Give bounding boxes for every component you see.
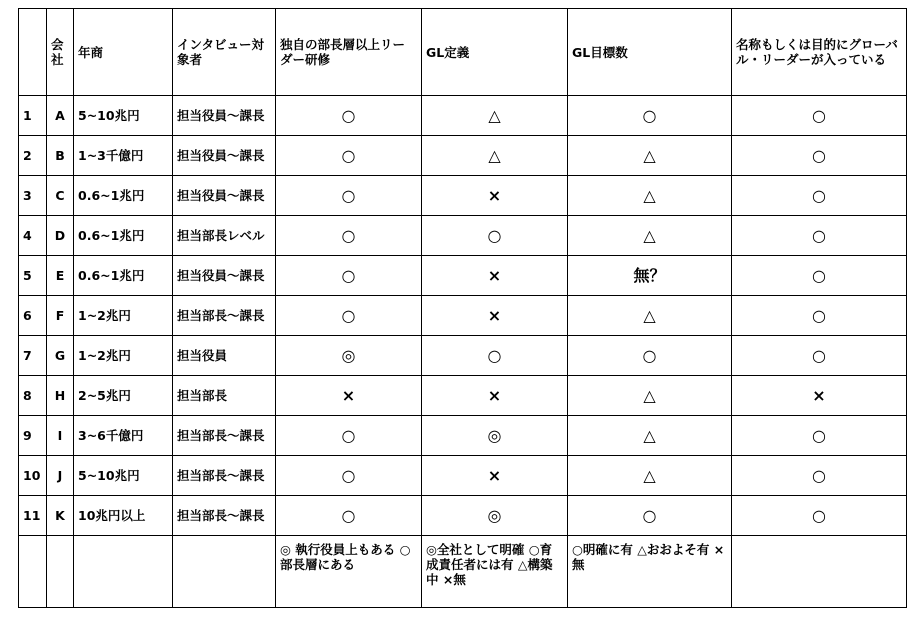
interviewee-cell: 担当部長～課長 [173,296,276,336]
training-cell: ○ [276,416,422,456]
gl-definition-cell: × [422,176,568,216]
table-row [19,376,907,416]
row-number: 5 [19,256,47,296]
row-number: 8 [19,376,47,416]
table-row [19,336,907,376]
revenue-cell: 1~2兆円 [74,296,173,336]
gl-name-cell: × [732,376,907,416]
header-cell: 会社 [47,9,74,96]
survey-table [18,8,907,608]
gl-name-cell: ○ [732,416,907,456]
legend-empty [173,536,276,608]
training-cell: ○ [276,456,422,496]
interviewee-cell: 担当役員～課長 [173,256,276,296]
revenue-cell: 0.6~1兆円 [74,256,173,296]
gl-name-cell: ○ [732,336,907,376]
row-number: 2 [19,136,47,176]
interviewee-cell: 担当役員～課長 [173,96,276,136]
table-row [19,96,907,136]
gl-name-cell: ○ [732,256,907,296]
table-row [19,296,907,336]
gl-definition-cell: × [422,376,568,416]
row-number: 11 [19,496,47,536]
training-cell: ○ [276,296,422,336]
company-cell: H [47,376,74,416]
gl-name-cell: ○ [732,136,907,176]
training-cell: × [276,376,422,416]
gl-target-cell: 無？ [568,256,732,296]
company-cell: K [47,496,74,536]
header-cell: 年商 [74,9,173,96]
interviewee-cell: 担当部長 [173,376,276,416]
gl-name-cell: ○ [732,96,907,136]
gl-target-cell: △ [568,456,732,496]
company-cell: F [47,296,74,336]
legend-empty [19,536,47,608]
gl-target-cell: ○ [568,496,732,536]
training-cell: ◎ [276,336,422,376]
gl-target-cell: ○ [568,96,732,136]
gl-target-cell: △ [568,176,732,216]
interviewee-cell: 担当役員～課長 [173,176,276,216]
interviewee-cell: 担当役員～課長 [173,136,276,176]
gl-name-cell: ○ [732,296,907,336]
header-cell: インタビュー対象者 [173,9,276,96]
gl-target-cell: △ [568,376,732,416]
company-cell: J [47,456,74,496]
gl-target-cell: ○ [568,336,732,376]
company-cell: G [47,336,74,376]
header-row [19,9,907,96]
gl-definition-cell: △ [422,96,568,136]
revenue-cell: 0.6~1兆円 [74,216,173,256]
gl-target-cell: △ [568,416,732,456]
table-row [19,216,907,256]
row-number: 9 [19,416,47,456]
table-row [19,176,907,216]
gl-definition-cell: × [422,256,568,296]
revenue-cell: 2~5兆円 [74,376,173,416]
gl-definition-cell: ◎ [422,496,568,536]
header-cell [19,9,47,96]
gl-target-cell: △ [568,296,732,336]
gl-name-cell: ○ [732,456,907,496]
interviewee-cell: 担当部長～課長 [173,456,276,496]
training-cell: ○ [276,216,422,256]
training-cell: ○ [276,176,422,216]
gl-target-cell: △ [568,216,732,256]
row-number: 10 [19,456,47,496]
legend-empty [732,536,907,608]
header-cell: GL目標数 [568,9,732,96]
gl-definition-cell: ○ [422,216,568,256]
training-cell: ○ [276,256,422,296]
company-cell: B [47,136,74,176]
table-row [19,496,907,536]
gl-definition-cell: × [422,296,568,336]
header-cell: 独自の部長層以上リーダー研修 [276,9,422,96]
header-cell: GL定義 [422,9,568,96]
header-cell: 名称もしくは目的にグローバル・リーダーが入っている [732,9,907,96]
legend-gl-definition: ◎全社として明確 ○育成責任者には有 △構築中 ×無 [422,536,568,608]
revenue-cell: 3~6千億円 [74,416,173,456]
gl-name-cell: ○ [732,176,907,216]
company-cell: I [47,416,74,456]
gl-definition-cell: × [422,456,568,496]
training-cell: ○ [276,496,422,536]
row-number: 7 [19,336,47,376]
table-row [19,456,907,496]
interviewee-cell: 担当部長～課長 [173,496,276,536]
gl-definition-cell: △ [422,136,568,176]
legend-training: ◎ 執行役員上もある ○ 部長層にある [276,536,422,608]
revenue-cell: 5~10兆円 [74,96,173,136]
interviewee-cell: 担当役員 [173,336,276,376]
row-number: 3 [19,176,47,216]
interviewee-cell: 担当部長～課長 [173,416,276,456]
gl-name-cell: ○ [732,496,907,536]
legend-gl-target: ○明確に有 △おおよそ有 ×無 [568,536,732,608]
table-row [19,136,907,176]
revenue-cell: 5~10兆円 [74,456,173,496]
training-cell: ○ [276,96,422,136]
row-number: 1 [19,96,47,136]
revenue-cell: 10兆円以上 [74,496,173,536]
company-cell: D [47,216,74,256]
revenue-cell: 0.6~1兆円 [74,176,173,216]
gl-name-cell: ○ [732,216,907,256]
table-row [19,256,907,296]
company-cell: A [47,96,74,136]
table-row [19,416,907,456]
company-cell: E [47,256,74,296]
gl-definition-cell: ◎ [422,416,568,456]
revenue-cell: 1~2兆円 [74,336,173,376]
row-number: 4 [19,216,47,256]
interviewee-cell: 担当部長レベル [173,216,276,256]
legend-row [19,536,907,608]
company-cell: C [47,176,74,216]
legend-empty [47,536,74,608]
gl-target-cell: △ [568,136,732,176]
revenue-cell: 1~3千億円 [74,136,173,176]
training-cell: ○ [276,136,422,176]
legend-empty [74,536,173,608]
row-number: 6 [19,296,47,336]
gl-definition-cell: ○ [422,336,568,376]
